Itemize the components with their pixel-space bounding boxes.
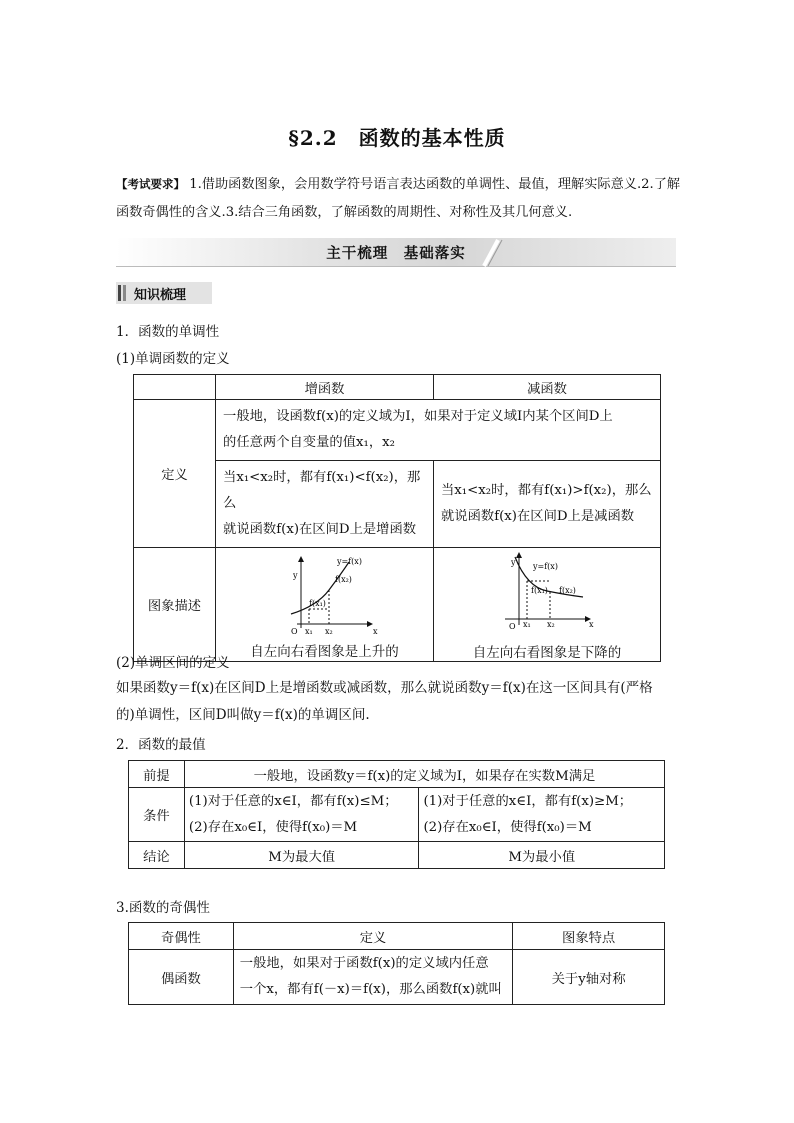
- section1-sub2: (2)单调区间的定义: [116, 655, 230, 671]
- section-banner: [116, 238, 676, 268]
- section3-heading: 3.函数的奇偶性: [116, 900, 210, 916]
- decreasing-graph-cell: [434, 548, 661, 662]
- max-condition: [184, 788, 419, 842]
- row-graph: 图象描述: [134, 548, 216, 662]
- even-label: 偶函数: [129, 950, 234, 1005]
- y-axis-arrow-icon: [298, 556, 304, 562]
- definition-common: [216, 400, 661, 461]
- decreasing-def-line2: 就说函数f(x)在区间D上是减函数: [441, 509, 635, 524]
- max-conclusion: M为最大值: [184, 842, 419, 869]
- decreasing-definition: [434, 461, 661, 548]
- x2-label: x₂: [547, 619, 555, 629]
- exam-requirements-text: 1.借助函数图象，会用数学符号语言表达函数的单调性、最值，理解实际意义.2.了解函数奇偶性的含义.3.结合三角函数，了解函数的周期性、对称性及其几何意义.: [116, 177, 681, 220]
- banner-title: 主干梳理 基础落实: [326, 246, 466, 262]
- table-corner: [134, 375, 216, 400]
- min-condition: [419, 788, 665, 842]
- fx2-label: f(x₂): [334, 574, 352, 584]
- even-definition: [233, 950, 512, 1005]
- yfx-label: y=f(x): [336, 556, 362, 566]
- decreasing-caption: 自左向右看图象是下降的: [472, 644, 622, 661]
- increasing-def-line1: 当x₁<x₂时，都有f(x₁)<f(x₂)，那么: [223, 470, 421, 511]
- x-label: x: [589, 619, 594, 629]
- even-def-line2: 一个x，都有f(－x)＝f(x)，那么函数f(x)就叫: [239, 982, 502, 997]
- y-axis-arrow-icon: [516, 552, 522, 558]
- max-condition-line2: (2)存在x₀∈I，使得f(x₀)＝M: [188, 819, 358, 835]
- col-definition: 定义: [233, 923, 512, 950]
- label-bar-icon: [118, 285, 121, 301]
- conclusion-label: 结论: [129, 842, 185, 869]
- col-parity: 奇偶性: [129, 923, 234, 950]
- x2-label: x₂: [324, 626, 333, 634]
- x-label: x: [372, 626, 378, 634]
- max-condition-line1: (1)对于任意的x∈I，都有f(x)≤M；: [188, 793, 398, 809]
- fx2-label: f(x₂): [559, 585, 576, 595]
- x1-label: x₁: [523, 619, 531, 629]
- condition-label: 条件: [129, 788, 185, 842]
- knowledge-label: 知识梳理: [134, 288, 187, 303]
- decreasing-graph: [435, 551, 659, 631]
- yfx-label: y=f(x): [533, 561, 558, 571]
- y-label: y: [511, 557, 516, 567]
- exam-requirements: [116, 170, 682, 227]
- section1-sub2-text: [116, 675, 680, 729]
- section1-heading: 1．函数的单调性: [116, 324, 220, 340]
- min-condition-line2: (2)存在x₀∈I，使得f(x₀)＝M: [423, 819, 592, 835]
- origin-label: O: [509, 621, 516, 631]
- even-def-line1: 一般地，如果对于函数f(x)的定义域内任意: [239, 956, 489, 971]
- fx1-label: f(x₁): [308, 598, 326, 608]
- definition-common-line2: 的任意两个自变量的值x₁，x₂: [223, 435, 395, 450]
- increasing-graph-cell: [216, 548, 434, 662]
- sub2-text-line2: 的)单调性，区间D叫做y＝f(x)的单调区间.: [116, 707, 370, 723]
- increasing-definition: [216, 461, 434, 548]
- parity-table: [128, 922, 665, 1005]
- x1-label: x₁: [304, 626, 313, 634]
- knowledge-label-box: [116, 282, 212, 304]
- min-conclusion: M为最小值: [419, 842, 665, 869]
- label-bar-icon: [123, 285, 126, 301]
- increasing-caption: 自左向右看图象是上升的: [250, 643, 399, 660]
- section2-heading: 2．函数的最值: [116, 737, 206, 753]
- premise-text: 一般地，设函数y＝f(x)的定义域为I，如果存在实数M满足: [184, 761, 664, 788]
- y-label: y: [292, 570, 298, 580]
- col-increasing: 增函数: [216, 375, 434, 400]
- section1-sub1: (1)单调函数的定义: [116, 351, 230, 367]
- definition-common-line1: 一般地，设函数f(x)的定义域为I，如果对于定义域I内某个区间D上: [223, 409, 613, 424]
- origin-label: O: [290, 626, 298, 634]
- sub2-text-line1: 如果函数y＝f(x)在区间D上是增函数或减函数，那么就说函数y＝f(x)在这一区间具有(严格: [116, 680, 653, 696]
- exam-requirements-tag: 【考试要求】: [116, 177, 185, 191]
- row-definition: 定义: [134, 400, 216, 548]
- min-condition-line1: (1)对于任意的x∈I，都有f(x)≥M；: [423, 793, 633, 809]
- extremum-table: [128, 760, 665, 869]
- increasing-graph: [217, 554, 433, 634]
- monotonic-table: [133, 374, 661, 662]
- even-feature: 关于y轴对称: [513, 950, 665, 1005]
- page-title: §2.2 函数的基本性质: [288, 126, 506, 150]
- fx1-label: f(x₁): [531, 585, 548, 595]
- col-feature: 图象特点: [513, 923, 665, 950]
- col-decreasing: 减函数: [434, 375, 661, 400]
- premise-label: 前提: [129, 761, 185, 788]
- decreasing-def-line1: 当x₁<x₂时，都有f(x₁)>f(x₂)，那么: [441, 483, 652, 498]
- increasing-def-line2: 就说函数f(x)在区间D上是增函数: [223, 522, 417, 537]
